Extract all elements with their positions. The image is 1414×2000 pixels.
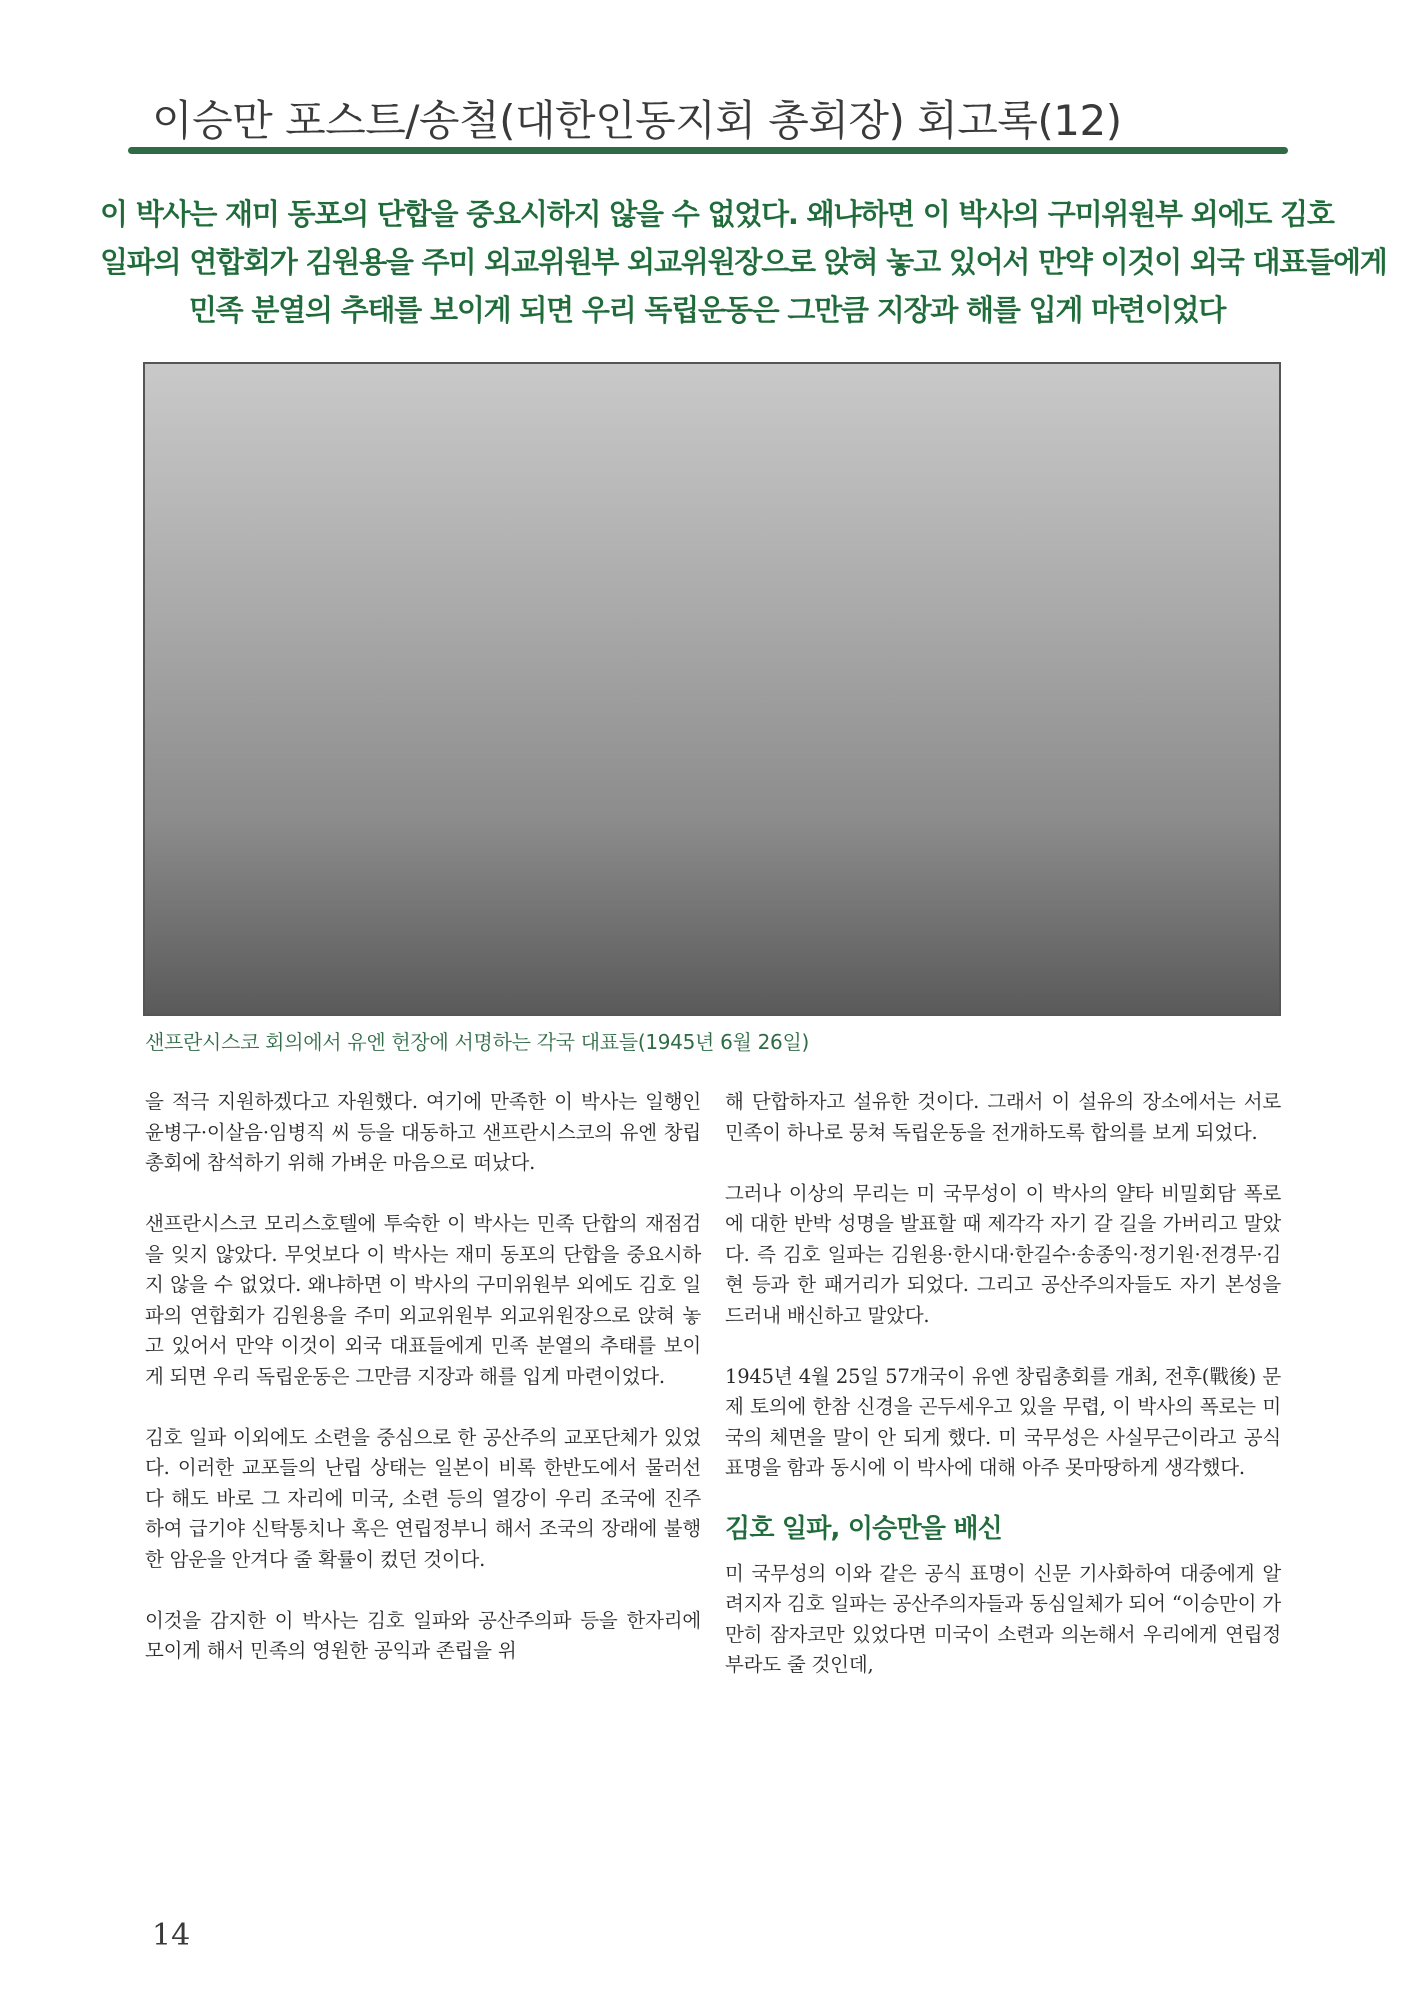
body-column-right xyxy=(725,1087,1281,1711)
page-number: 14 xyxy=(152,1918,191,1953)
body-paragraph: 미 국무성의 이와 같은 공식 표명이 신문 기사화하여 대중에게 알려지자 김호 일파는 공산주의자들과 동심일체가 되어 “이승만이 가만히 잠자코만 있었다면 미국이 소련과 의논해서 우리에게 연립정부라도 줄 것인데, xyxy=(725,1561,1281,1676)
pull-quote xyxy=(100,190,1387,334)
body-paragraph: 해 단합하자고 설유한 것이다. 그래서 이 설유의 장소에서는 서로 민족이 하나로 뭉쳐 독립운동을 전개하도록 합의를 보게 되었다. xyxy=(725,1090,1281,1144)
pull-quote-line: 이 박사는 재미 동포의 단합을 중요시하지 않을 수 없었다. 왜냐하면 이 박사의 구미위원부 외에도 김호 xyxy=(100,197,1334,231)
pull-quote-line: 민족 분열의 추태를 보이게 되면 우리 독립운동은 그만큼 지장과 해를 입게 마련이었다 xyxy=(188,293,1226,327)
body-paragraph: 을 적극 지원하겠다고 자원했다. 여기에 만족한 이 박사는 일행인 윤병구·이살음·임병직 씨 등을 대동하고 샌프란시스코의 유엔 창립총회에 참석하기 위해 가벼운 마음으로 떠났다. xyxy=(145,1090,702,1174)
body-column-left xyxy=(145,1087,701,1697)
body-paragraph: 김호 일파 이외에도 소련을 중심으로 한 공산주의 교포단체가 있었다. 이러한 교포들의 난립 상태는 일본이 비록 한반도에서 물러선다 해도 바로 그 자리에 미국, 소련 등의 열강이 우리 조국에 진주하여 급기야 신탁통치나 혹은 연립정부니 해서 조국의 장래에 불행한 암운을 안겨다 줄 확률이 컸던 것이다. xyxy=(145,1425,701,1571)
historical-photo xyxy=(143,362,1281,1016)
photo-caption: 샌프란시스코 회의에서 유엔 헌장에 서명하는 각국 대표들(1945년 6월 26일) xyxy=(145,1030,809,1054)
section-heading: 김호 일파, 이승만을 배신 xyxy=(725,1514,1002,1544)
pull-quote-line: 일파의 연합회가 김원용을 주미 외교위원부 외교위원장으로 앉혀 놓고 있어서 만약 이것이 외국 대표들에게 xyxy=(100,245,1387,279)
page-header-title: 이승만 포스트/송철(대한인동지회 총회장) 회고록(12) xyxy=(152,96,1122,145)
body-paragraph: 샌프란시스코 모리스호텔에 투숙한 이 박사는 민족 단합의 재점검을 잊지 않았다. 무엇보다 이 박사는 재미 동포의 단합을 중요시하지 않을 수 없었다. 왜냐하면 이 박사의 구미위원부 외에도 김호 일파의 연합회가 김원용을 주미 외교위원부 외교위원장으로 앉혀 놓고 있어서 만약 이것이 외국 대표들에게 민족 분열의 추태를 보이게 되면 우리 독립운동은 그만큼 지장과 해를 입게 마련이었다. xyxy=(145,1212,701,1388)
body-paragraph: 그러나 이상의 무리는 미 국무성이 이 박사의 얄타 비밀회담 폭로에 대한 반박 성명을 발표할 때 제각각 자기 갈 길을 가버리고 말았다. 즉 김호 일파는 김원용·한시대·한길수·송종익·정기원·전경무·김현 등과 한 패거리가 되었다. 그리고 공산주의자들도 자기 본성을 드러내 배신하고 말았다. xyxy=(725,1181,1281,1327)
body-paragraph: 이것을 감지한 이 박사는 김호 일파와 공산주의파 등을 한자리에 모이게 해서 민족의 영원한 공익과 존립을 위 xyxy=(145,1608,701,1662)
header-divider xyxy=(128,147,1288,154)
body-paragraph: 1945년 4월 25일 57개국이 유엔 창립총회를 개최, 전후(戰後) 문제 토의에 한참 신경을 곤두세우고 있을 무렵, 이 박사의 폭로는 미국의 체면을 말이 안 되게 했다. 미 국무성은 사실무근이라고 공식 표명을 함과 동시에 이 박사에 대해 아주 못마땅하게 생각했다. xyxy=(725,1364,1281,1479)
